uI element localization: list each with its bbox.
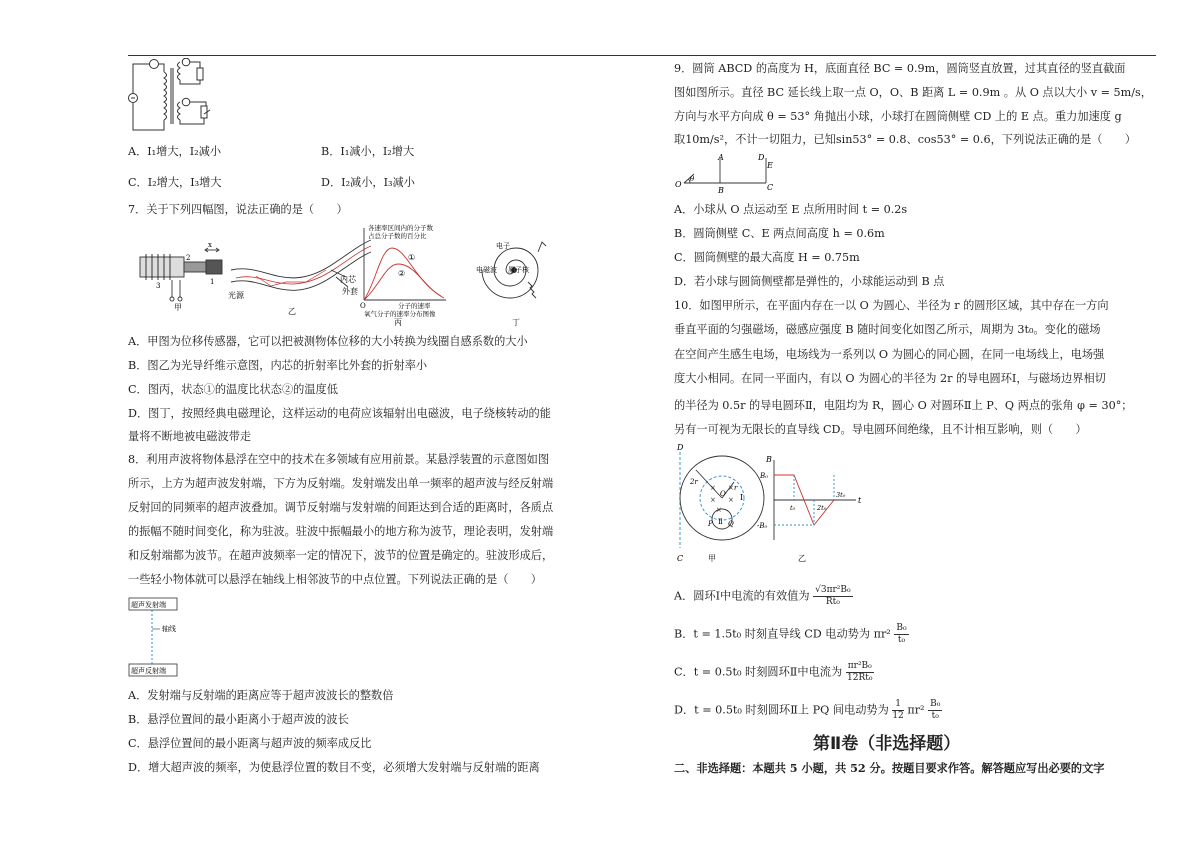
q8-option-b: B．悬浮位置间的最小距离小于超声波的波长 (128, 713, 349, 726)
header-rule (128, 55, 1156, 56)
q7-ding-nucleus: 原子核 (508, 266, 529, 274)
q9-option-c: C．圆筒侧壁的最大高度 H = 0.75m (674, 251, 860, 264)
q6-option-b: B．I₁减小，I₂增大 (321, 145, 415, 158)
q9-option-d: D．若小球与圆筒侧壁都是弹性的，小球能运动到 B 点 (674, 275, 945, 288)
q7-yi-core: 内芯 (340, 275, 356, 284)
q8-option-d: D．增大超声波的频率，为使悬浮位置的数目不变，必须增大发射端与反射端的距离 (128, 761, 540, 774)
q10-fig-b0: B₀ (760, 472, 768, 480)
q10-option-a-den: Rt₀ (825, 596, 840, 607)
q10-option-c (674, 661, 874, 684)
svg-text:×: × (728, 496, 734, 504)
q10-line-6: 另有一可视为无限长的直导线 CD。导电圆环间绝缘，且不计相互影响，则（ ） (674, 423, 1087, 436)
q7-jia-label-1: 1 (210, 278, 215, 286)
q10-fig-3t0: 3t₀ (836, 491, 846, 499)
q8-line-3: 反射回的同频率的超声波叠加。调节反射端与发射端的间距达到合适的距离时，各质点 (128, 501, 554, 514)
q10-line-1: 10．如图甲所示，在平面内存在一以 O 为圆心、半径为 r 的圆形区域，其中存在一方向 (674, 299, 1109, 312)
svg-text:×: × (710, 484, 716, 492)
q8-line-1: 8．利用声波将物体悬浮在空中的技术在多领域有应用前景。某悬浮装置的示意图如图 (128, 453, 550, 466)
q7-option-d-line1: D．图丁，按照经典电磁理论，这样运动的电荷应该辐射出电磁波，电子绕核转动的能 (128, 407, 551, 420)
svg-text:×: × (728, 484, 734, 492)
q10-option-d-mid: πr² (907, 703, 925, 717)
q10-option-a-num: √3πr²B₀ (815, 585, 851, 595)
q10-fig-x-marks (710, 484, 734, 514)
q9-fig-o: O (675, 180, 682, 189)
q7-bing-ylabel-2: 占总分子数的百分比 (368, 232, 427, 240)
section-title: 第Ⅱ卷（非选择题） (813, 734, 961, 754)
q6-option-c: C．I₂增大，I₃增大 (128, 176, 222, 189)
q8-fig-reflector: 超声反射端 (131, 667, 166, 675)
q10-option-d-frac-num: 1 (892, 699, 903, 711)
q10-option-a-text: A．圆环Ⅰ中电流的有效值为 (674, 589, 810, 603)
q10-fig-ring1: Ⅰ (740, 493, 744, 502)
q10-fig-2r: 2r (690, 478, 698, 486)
q10-option-c-den: 12Rt₀ (847, 672, 873, 683)
q10-option-c-fraction (846, 661, 874, 684)
q7-jia-label-3: 3 (156, 282, 161, 290)
q7-ding-electron: 电子 (496, 242, 510, 250)
q9-fig-d: D (758, 153, 765, 162)
q7-bing-caption: 氧气分子的速率分布图像 (364, 310, 436, 318)
q9-fig-e: E (767, 161, 773, 170)
q10-fig-o: O (720, 490, 726, 498)
q10-fig-t0: t₀ (790, 504, 796, 512)
q10-option-d-text: D．t = 0.5t₀ 时刻圆环Ⅱ上 PQ 间电动势为 (674, 703, 889, 717)
q6-circuit-figure (128, 58, 218, 134)
q10-line-2: 垂直平面的匀强磁场，磁感应强度 B 随时间变化如图乙所示，周期为 3t₀。变化的磁场 (674, 323, 1101, 336)
q7-jia-x-label: x (208, 241, 212, 249)
q7-option-a: A．甲图为位移传感器，它可以把被测物体位移的大小转换为线圈自感系数的大小 (128, 335, 528, 348)
q10-option-b-text: B．t = 1.5t₀ 时刻直导线 CD 电动势为 πr² (674, 627, 891, 641)
q8-line-6: 一些轻小物体就可以悬浮在轴线上相邻波节的中点位置。下列说法正确的是（ ） (128, 573, 542, 586)
part2-instructions: 二、非选择题：本题共 5 小题，共 52 分。按题目要求作答。解答题应写出必要的文字 (674, 761, 1105, 775)
q10-figures (674, 440, 874, 568)
q8-line-2: 所示，上方为超声波发射端，下方为反射端。发射端发出单一频率的超声波与经反射端 (128, 477, 554, 490)
q9-option-b: B．圆筒侧壁 C、E 两点间高度 h = 0.6m (674, 227, 885, 240)
q10-option-c-num: πr²B₀ (847, 661, 872, 671)
q10-fig-b-axis: B (766, 455, 772, 464)
q8-option-a: A．发射端与反射端的距离应等于超声波波长的整数倍 (128, 689, 394, 702)
q10-line-5: 的半径为 0.5r 的导电圆环Ⅱ，电阻均为 R，圆心 O 对圆环Ⅱ上 P、Q 两点的张角 φ = 30°； (674, 399, 1133, 412)
q7-option-d-line2: 量将不断地被电磁波带走 (128, 430, 252, 443)
q8-line-4: 的振幅不随时间变化，称为驻波。驻波中振幅最小的地方称为波节，理论表明，发射端 (128, 525, 554, 538)
q10-fig-2t0: 2t₀ (817, 504, 827, 512)
q7-jia-caption: 甲 (174, 303, 182, 312)
q10-fig-yi-caption: 乙 (798, 554, 806, 563)
q10-option-d-frac-den: 12 (892, 710, 904, 721)
q7-bing-state2: ② (398, 269, 406, 278)
q9-fig-theta: θ (690, 175, 695, 183)
q10-option-a-fraction (813, 585, 853, 608)
q10-fig-neg-b0: -B₀ (757, 522, 768, 530)
q9-line-1: 9．圆筒 ABCD 的高度为 H，底面直径 BC = 0.9m，圆筒竖直放置，过其直径的竖直截面 (674, 62, 1126, 75)
q10-option-a (674, 585, 853, 608)
q10-option-d-fraction-1 (892, 699, 903, 722)
q10-fig-jia (680, 452, 764, 548)
q7-bing-origin: O (360, 302, 366, 310)
q9-line-3: 方向与水平方向成 θ = 53° 角抛出小球，小球打在圆筒侧壁 CD 上的 E 点。重力加速度 g (674, 110, 1122, 123)
q6-option-d: D．I₂减小，I₃减小 (321, 176, 415, 189)
q10-line-4: 度大小相同。在同一平面内，有以 O 为圆心的半径为 2r 的导电圆环Ⅰ，与磁场边界相切 (674, 372, 1106, 385)
svg-text:×: × (710, 496, 716, 504)
q8-fig-emitter: 超声发射端 (131, 601, 166, 609)
q10-option-d-den: t₀ (931, 710, 939, 721)
q10-option-d (674, 699, 942, 722)
q9-option-a: A．小球从 O 点运动至 E 点所用时间 t = 0.2s (674, 203, 908, 216)
q7-jia-label-2: 2 (186, 254, 191, 262)
q7-bing-state1: ① (408, 253, 416, 262)
q7-bing-xlabel: 分子的速率 (398, 302, 431, 310)
q10-fig-jia-caption: 甲 (708, 554, 716, 563)
q8-fig-axis: 轴线 (162, 625, 176, 633)
q10-option-b-den: t₀ (897, 634, 906, 645)
q9-fig-c: C (767, 183, 774, 192)
q8-line-5: 和反射端都为波节。在超声波频率一定的情况下，波节的位置是确定的。驻波形成后， (128, 549, 554, 562)
svg-text:×: × (716, 506, 722, 514)
q10-option-b-num: B₀ (896, 623, 907, 633)
q10-option-d-fraction-2 (928, 699, 942, 722)
q10-fig-q: Q (728, 520, 734, 528)
q8-option-c: C．悬浮位置间的最小距离与超声波的频率成反比 (128, 737, 372, 750)
q10-fig-r: r (734, 484, 738, 492)
q7-yi-caption: 乙 (288, 307, 296, 316)
q7-yi-light-source: 光源 (228, 291, 244, 300)
q6-option-a: A．I₁增大，I₂减小 (128, 145, 222, 158)
q9-line-4: 取10m/s²，不计一切阻力，已知sin53° = 0.8、cos53° = 0.6，下列说法正确的是（ ） (674, 133, 1137, 146)
q10-option-b (674, 623, 909, 646)
q7-yi-cladding: 外套 (342, 287, 358, 296)
q8-levitation-figure (128, 596, 208, 680)
q10-line-3: 在空间产生感生电场，电场线为一系列以 O 为圆心的同心圆，在同一电场线上，电场强 (674, 348, 1105, 361)
q10-option-d-num: B₀ (930, 699, 941, 709)
q10-fig-ring2: Ⅱ (718, 518, 723, 526)
q7-bing-ylabel-1: 各速率区间内的分子数 (368, 224, 433, 232)
q9-fig-b: B (718, 186, 724, 194)
q10-fig-t-axis: t (858, 496, 862, 505)
q10-fig-c: C (677, 554, 684, 563)
q10-fig-yi (774, 460, 856, 540)
q7-ding-em-wave: 电磁波 (476, 266, 497, 274)
q10-fig-p: P (708, 520, 713, 528)
q10-option-b-fraction (894, 623, 908, 646)
q7-option-b: B．图乙为光导纤维示意图，内芯的折射率比外套的折射率小 (128, 359, 428, 372)
q10-fig-d: D (677, 443, 684, 452)
q7-stem: 7．关于下列四幅图，说法正确的是（ ） (128, 203, 348, 216)
q7-option-c: C．图丙，状态①的温度比状态②的温度低 (128, 383, 338, 396)
q7-ding-caption: 丁 (512, 318, 520, 327)
q7-bing-label: 丙 (394, 318, 402, 327)
q7-fig-jia (140, 248, 222, 301)
q9-line-2: 图如图所示。直径 BC 延长线上取一点 O，O、B 距离 L = 0.9m 。从 O 点以大小 v = 5m/s， (674, 86, 1152, 99)
q10-option-c-text: C．t = 0.5t₀ 时刻圆环Ⅱ中电流为 (674, 665, 843, 679)
q9-fig-a: A (718, 153, 724, 162)
q9-cylinder-figure (674, 150, 784, 194)
q7-figures (136, 222, 566, 327)
